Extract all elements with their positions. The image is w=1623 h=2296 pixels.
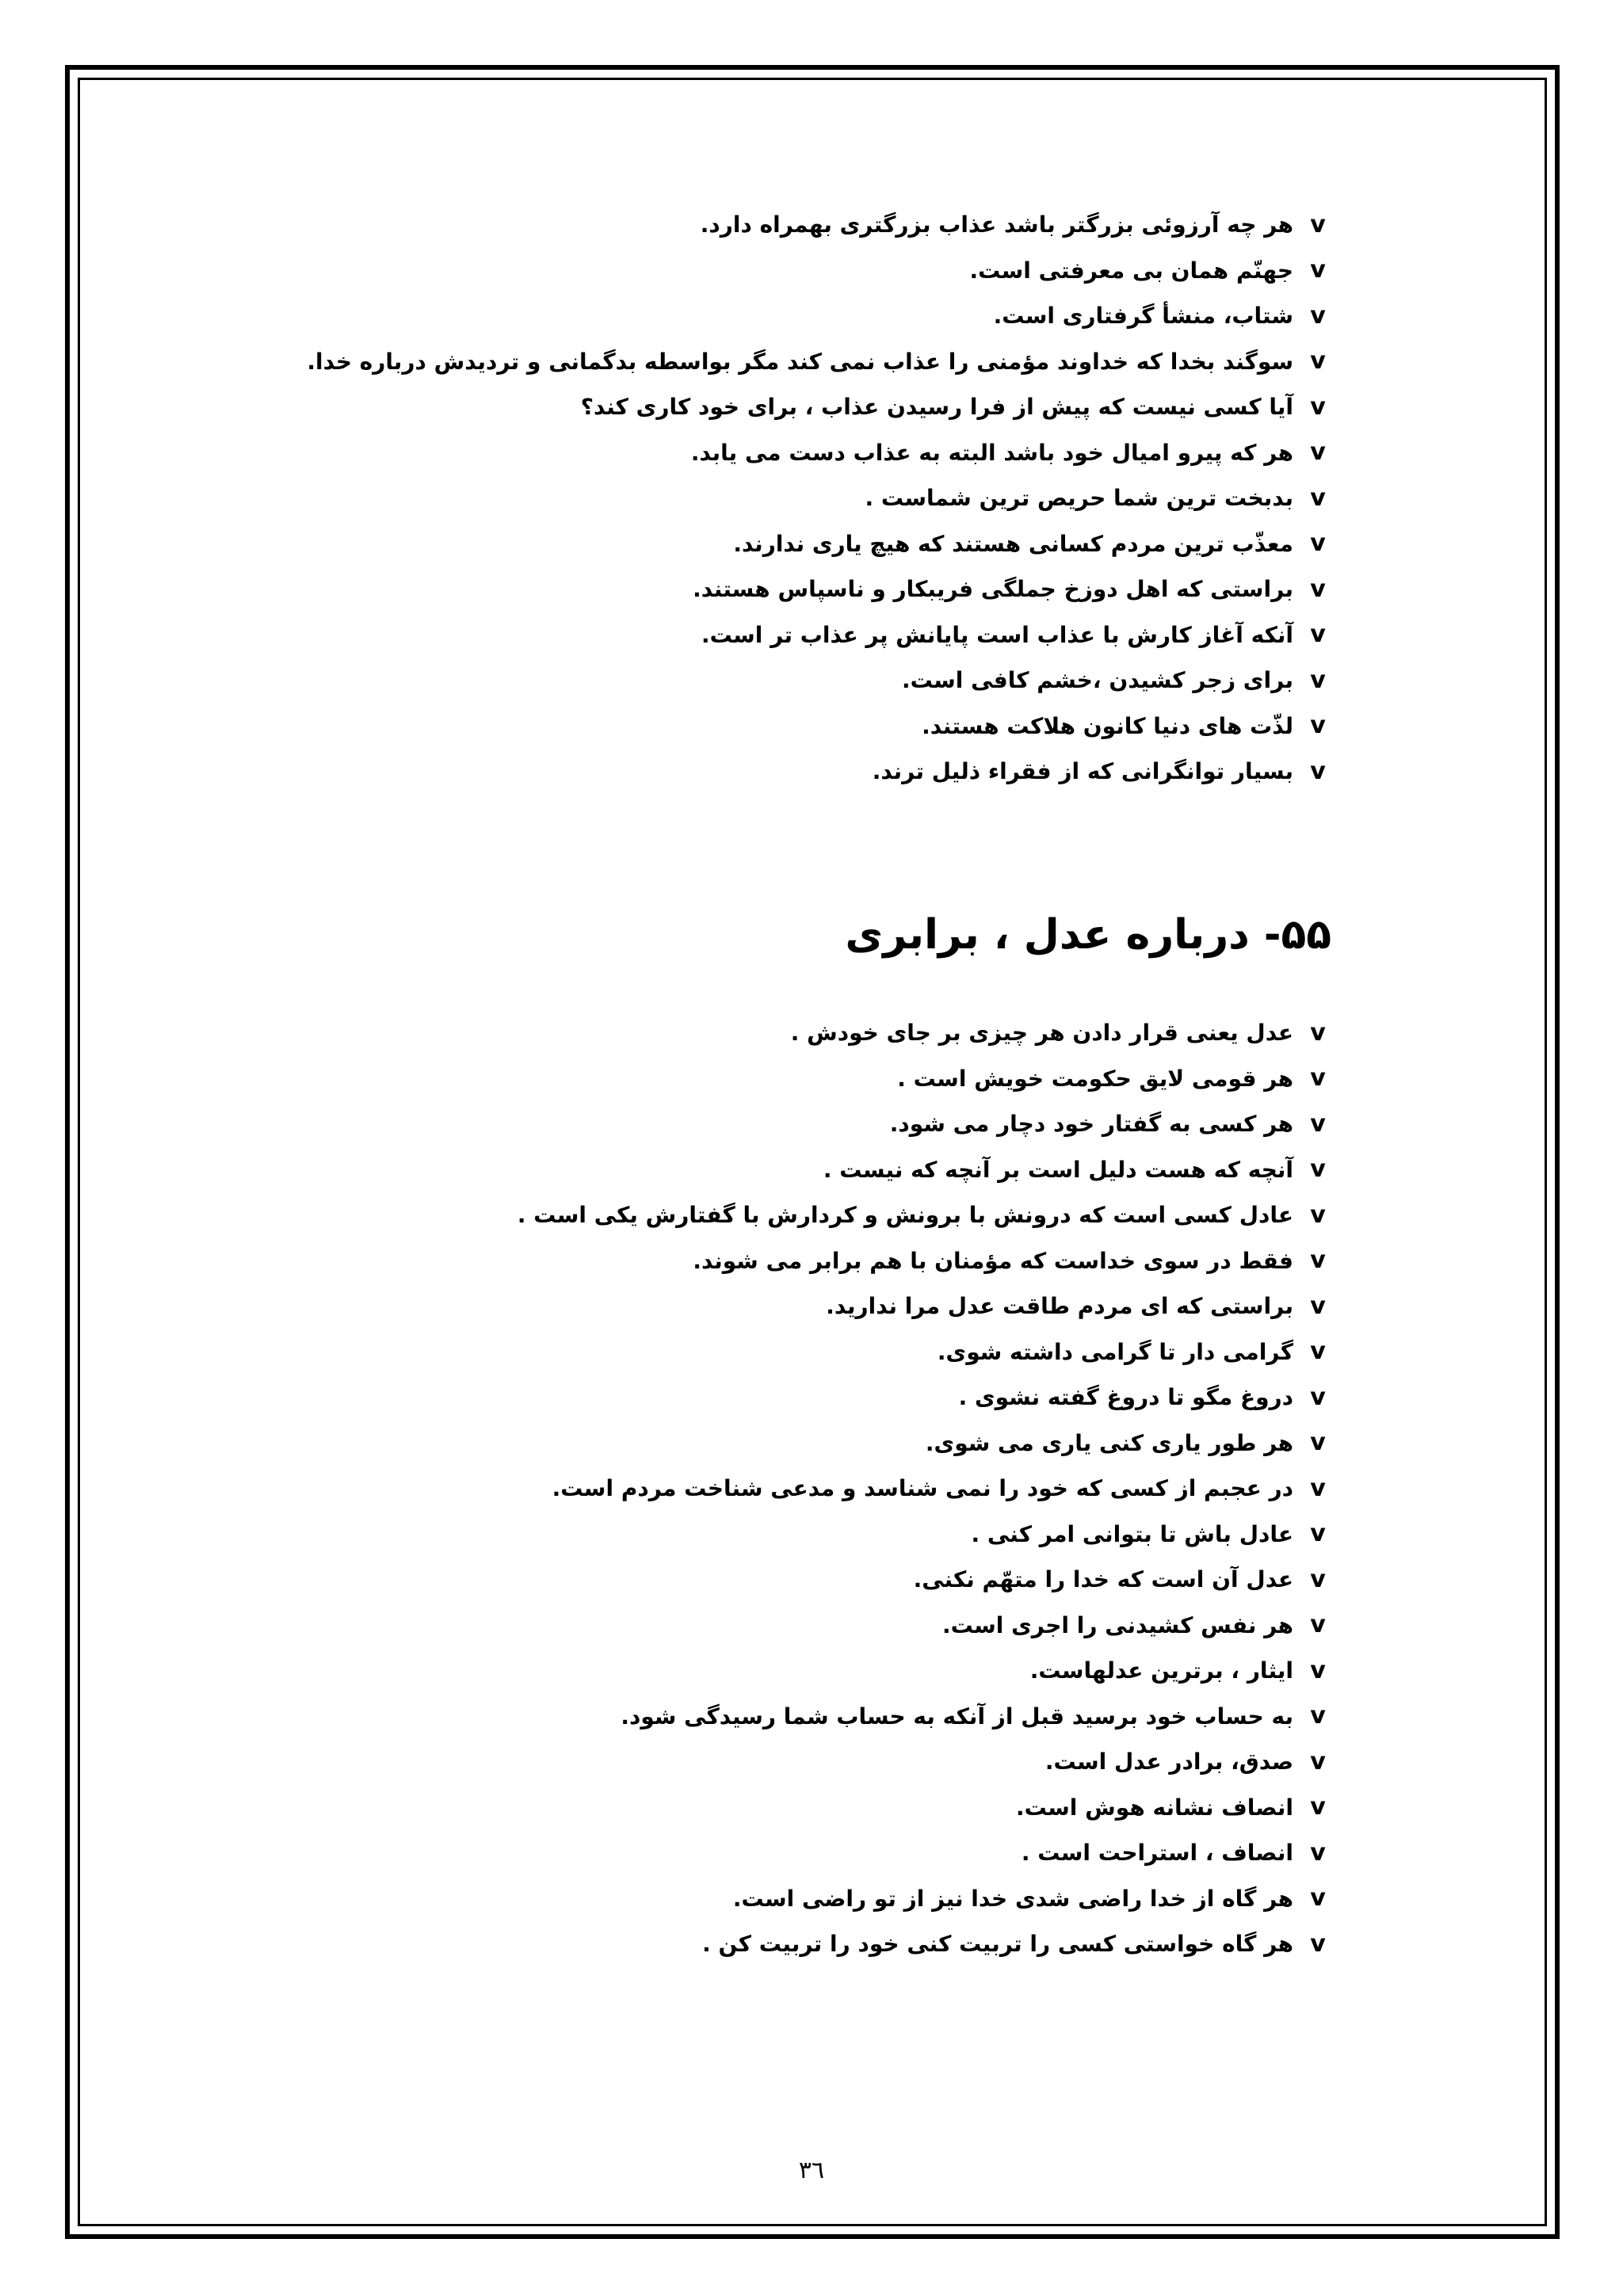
check-bullet-icon: v bbox=[1310, 666, 1326, 694]
list-item: v صدق، برادر عدل است. bbox=[238, 1739, 1331, 1785]
check-bullet-icon: v bbox=[1310, 1291, 1326, 1320]
check-bullet-icon: v bbox=[1310, 392, 1326, 421]
check-bullet-icon: v bbox=[1310, 1702, 1326, 1730]
check-bullet-icon: v bbox=[1310, 1109, 1326, 1138]
list-item: v هر قومی لایق حکومت خویش است . bbox=[238, 1056, 1331, 1102]
list-item: v عدل آن است که خدا را متهّم نکنی. bbox=[238, 1557, 1331, 1603]
list-item: v لذّت های دنیا کانون هلاکت هستند. bbox=[238, 704, 1331, 749]
justice-quote-list bbox=[238, 1010, 1331, 1967]
page-number: ٣٦ bbox=[798, 2157, 825, 2184]
check-bullet-icon: v bbox=[1310, 256, 1326, 284]
list-item: v شتاب، منشأ گرفتاری است. bbox=[238, 293, 1331, 339]
check-bullet-icon: v bbox=[1310, 1520, 1326, 1548]
list-item: v گرامی دار تا گرامی داشته شوی. bbox=[238, 1329, 1331, 1375]
check-bullet-icon: v bbox=[1310, 1565, 1326, 1593]
list-item: v بدبخت ترین شما حریص ترین شماست . bbox=[238, 475, 1331, 521]
list-item: v هر طور یاری کنی یاری می شوی. bbox=[238, 1421, 1331, 1466]
check-bullet-icon: v bbox=[1310, 483, 1326, 512]
check-bullet-icon: v bbox=[1310, 1018, 1326, 1047]
list-item: v آنچه که هست دلیل است بر آنچه که نیست . bbox=[238, 1147, 1331, 1193]
list-item: v جهنّم همان بی معرفتی است. bbox=[238, 248, 1331, 294]
list-item: v انصاف ، استراحت است . bbox=[238, 1830, 1331, 1876]
list-item: v براستی که ای مردم طاقت عدل مرا ندارید. bbox=[238, 1283, 1331, 1329]
list-item: v در عجبم از کسی که خود را نمی شناسد و مدعی شناخت مردم است. bbox=[238, 1466, 1331, 1512]
list-item: v هر کسی به گفتار خود دچار می شود. bbox=[238, 1101, 1331, 1147]
check-bullet-icon: v bbox=[1310, 1793, 1326, 1821]
check-bullet-icon: v bbox=[1310, 210, 1326, 238]
list-item: v آنکه آغاز کارش با عذاب است پایانش پر عذاب تر است. bbox=[238, 612, 1331, 658]
list-item: v عادل کسی است که درونش با برونش و کردارش با گفتارش یکی است . bbox=[238, 1192, 1331, 1238]
check-bullet-icon: v bbox=[1310, 347, 1326, 376]
check-bullet-icon: v bbox=[1310, 757, 1326, 785]
check-bullet-icon: v bbox=[1310, 1747, 1326, 1775]
list-item: v برای زجر کشیدن ،خشم کافی است. bbox=[238, 658, 1331, 704]
check-bullet-icon: v bbox=[1310, 529, 1326, 558]
list-item: v معذّب ترین مردم کسانی هستند که هیچ یاری ندارند. bbox=[238, 521, 1331, 567]
list-item: v بسیار توانگرانی که از فقراء ذلیل ترند. bbox=[238, 749, 1331, 795]
list-item: v فقط در سوی خداست که مؤمنان با هم برابر می شوند. bbox=[238, 1238, 1331, 1284]
check-bullet-icon: v bbox=[1310, 1383, 1326, 1411]
check-bullet-icon: v bbox=[1310, 1428, 1326, 1457]
list-item: v ایثار ، برترین عدلهاست. bbox=[238, 1648, 1331, 1694]
check-bullet-icon: v bbox=[1310, 1337, 1326, 1366]
top-quote-list bbox=[238, 202, 1331, 795]
section-heading-55: ۵۵- درباره عدل ، برابری bbox=[845, 911, 1331, 959]
list-item: v عدل یعنی قرار دادن هر چیزی بر جای خودش . bbox=[238, 1010, 1331, 1056]
list-item: v دروغ مگو تا دروغ گفته نشوی . bbox=[238, 1375, 1331, 1421]
check-bullet-icon: v bbox=[1310, 1246, 1326, 1275]
list-item: v هر گاه از خدا راضی شدی خدا نیز از تو راضی است. bbox=[238, 1876, 1331, 1922]
check-bullet-icon: v bbox=[1310, 620, 1326, 649]
check-bullet-icon: v bbox=[1310, 1884, 1326, 1913]
check-bullet-icon: v bbox=[1310, 1838, 1326, 1867]
list-item: v هر نفس کشیدنی را اجری است. bbox=[238, 1603, 1331, 1649]
check-bullet-icon: v bbox=[1310, 1064, 1326, 1093]
check-bullet-icon: v bbox=[1310, 1155, 1326, 1184]
list-item: v سوگند بخدا که خداوند مؤمنی را عذاب نمی کند مگر بواسطه بدگمانی و تردیدش درباره خدا. bbox=[238, 339, 1331, 385]
check-bullet-icon: v bbox=[1310, 711, 1326, 740]
list-item: v عادل باش تا بتوانی امر کنی . bbox=[238, 1512, 1331, 1558]
check-bullet-icon: v bbox=[1310, 1474, 1326, 1502]
check-bullet-icon: v bbox=[1310, 1929, 1326, 1958]
list-item: v آیا کسی نیست که پیش از فرا رسیدن عذاب ، برای خود کاری کند؟ bbox=[238, 384, 1331, 430]
check-bullet-icon: v bbox=[1310, 1200, 1326, 1229]
list-item: v هر که پیرو امیال خود باشد البته به عذاب دست می یابد. bbox=[238, 430, 1331, 476]
check-bullet-icon: v bbox=[1310, 438, 1326, 467]
check-bullet-icon: v bbox=[1310, 1611, 1326, 1639]
check-bullet-icon: v bbox=[1310, 574, 1326, 603]
list-item: v هر چه آرزوئی بزرگتر باشد عذاب بزرگتری بهمراه دارد. bbox=[238, 202, 1331, 248]
page-content bbox=[238, 0, 1331, 2296]
list-item: v هر گاه خواستی کسی را تربیت کنی خود را تربیت کن . bbox=[238, 1921, 1331, 1967]
check-bullet-icon: v bbox=[1310, 1656, 1326, 1684]
list-item: v به حساب خود برسید قبل از آنکه به حساب شما رسیدگی شود. bbox=[238, 1694, 1331, 1740]
check-bullet-icon: v bbox=[1310, 301, 1326, 330]
list-item: v انصاف نشانه هوش است. bbox=[238, 1785, 1331, 1831]
list-item: v براستی که اهل دوزخ جملگی فریبکار و ناسپاس هستند. bbox=[238, 566, 1331, 612]
